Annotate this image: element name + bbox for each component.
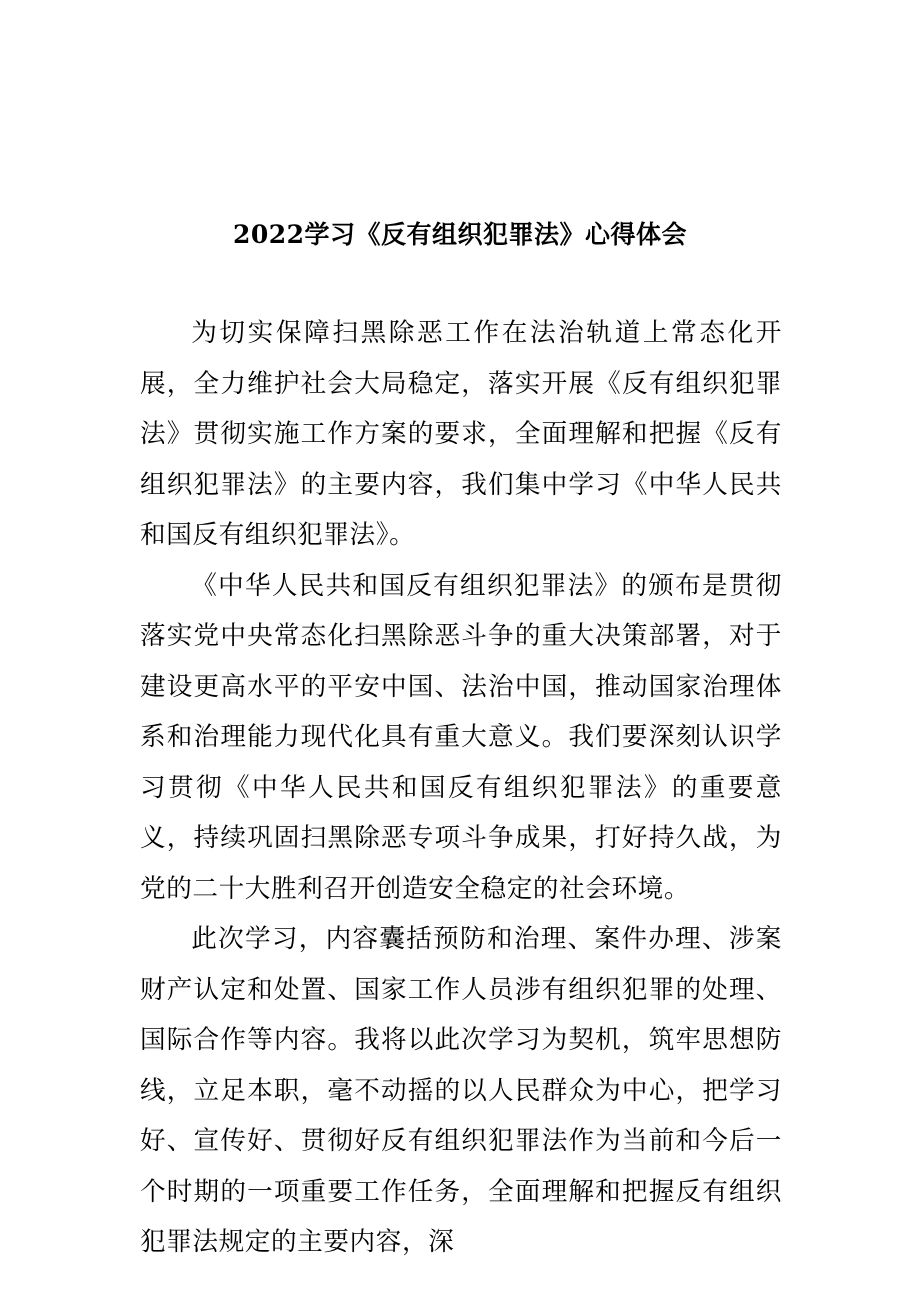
paragraph-2: 《中华人民共和国反有组织犯罪法》的颁布是贯彻落实党中央常态化扫黑除恶斗争的重大决策部署，对于建设更高水平的平安中国、法治中国，推动国家治理体系和治理能力现代化具有重大意义。我们要深刻认识学习贯彻《中华人民共和国反有组织犯罪法》的重要意义，持续巩固扫黑除恶专项斗争成果，打好持久战，为党的二十大胜利召开创造安全稳定的社会环境。 bbox=[140, 570, 782, 904]
paragraph-1: 为切实保障扫黑除恶工作在法治轨道上常态化开展，全力维护社会大局稳定，落实开展《反有组织犯罪法》贯彻实施工作方案的要求，全面理解和把握《反有组织犯罪法》的主要内容，我们集中学习《中华人民共和国反有组织犯罪法》。 bbox=[140, 318, 782, 550]
document-body bbox=[140, 308, 782, 1268]
paragraph-3: 此次学习，内容囊括预防和治理、案件办理、涉案财产认定和处置、国家工作人员涉有组织犯罪的处理、国际合作等内容。我将以此次学习为契机，筑牢思想防线，立足本职，毫不动摇的以人民群众为中心，把学习好、宣传好、贯彻好反有组织犯罪法作为当前和今后一个时期的一项重要工作任务，全面理解和把握反有组织犯罪法规定的主要内容，深 bbox=[140, 924, 782, 1257]
document-title: 2022学习《反有组织犯罪法》心得体会 bbox=[232, 220, 688, 249]
